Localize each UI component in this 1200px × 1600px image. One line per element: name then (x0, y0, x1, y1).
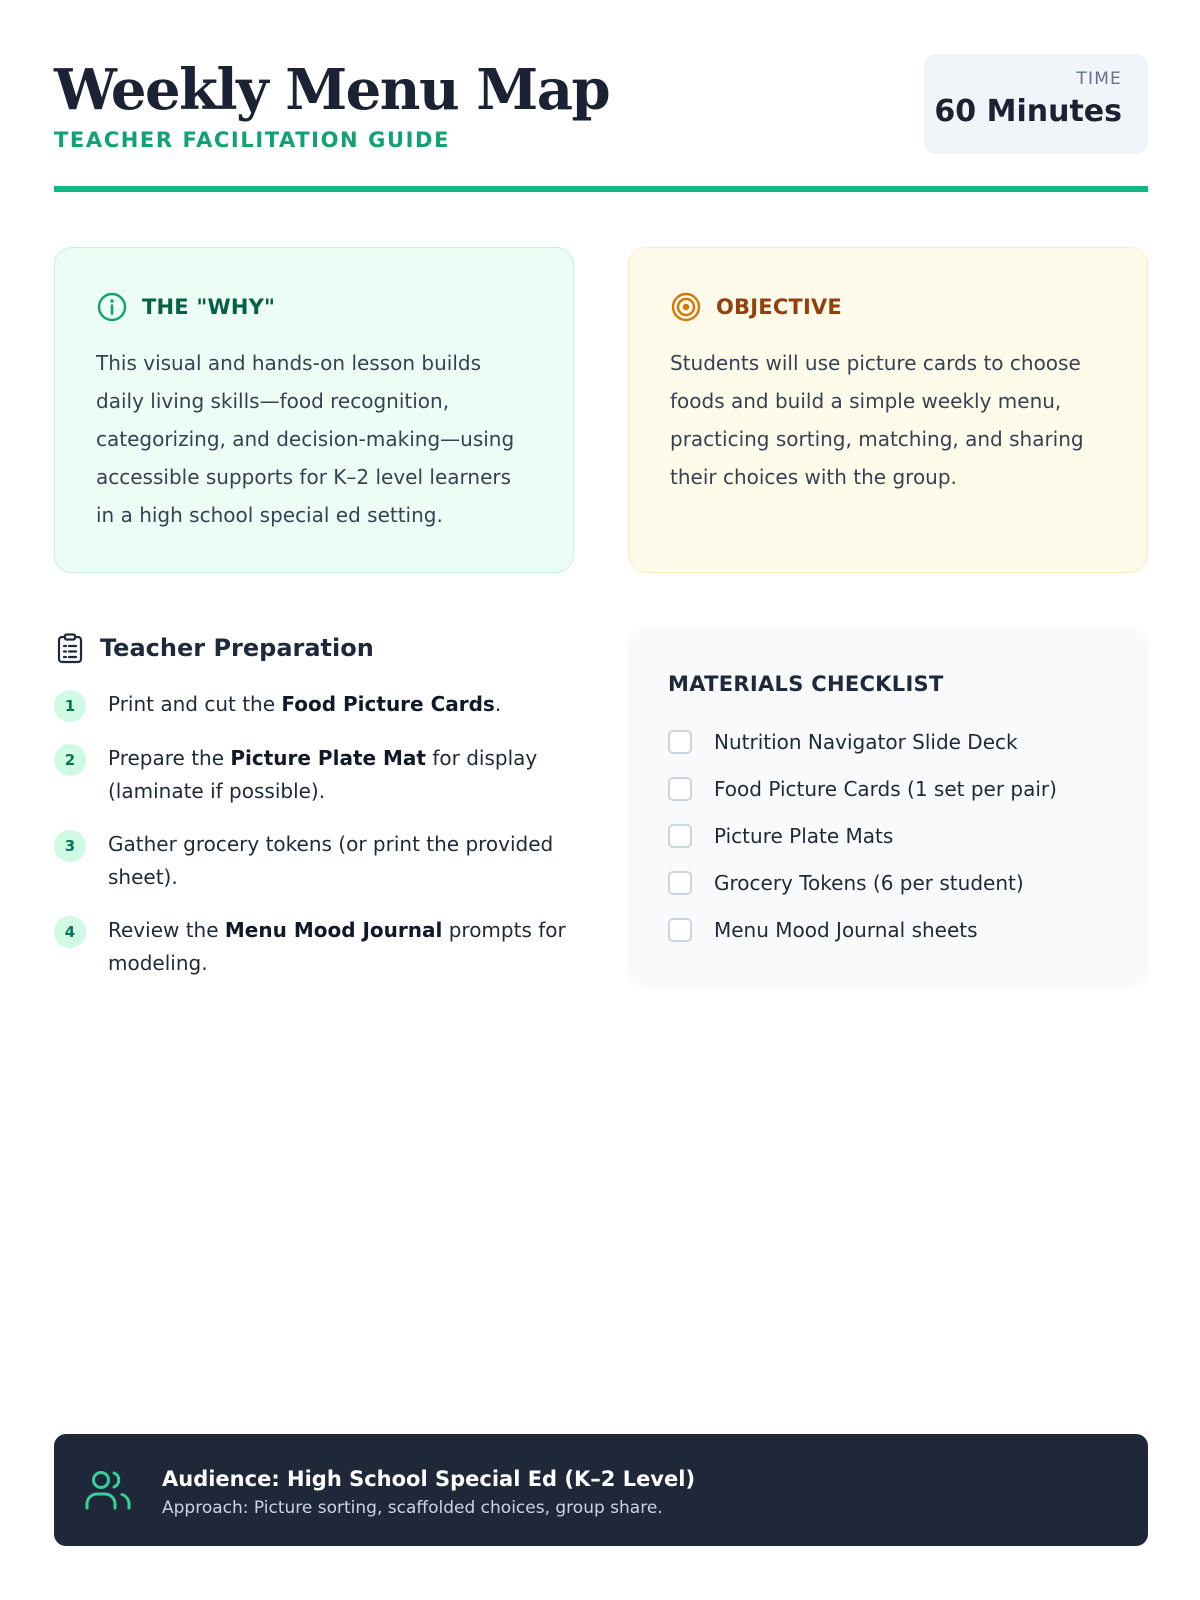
why-card-header (96, 290, 533, 324)
users-icon (82, 1466, 134, 1518)
header-divider (54, 186, 1148, 192)
prep-step (54, 914, 584, 980)
checklist-item (668, 906, 1108, 953)
step-number: 3 (54, 830, 86, 862)
page-title: Weekly Menu Map (54, 57, 610, 123)
step-number: 1 (54, 690, 86, 722)
step-text: Review the Menu Mood Journal prompts for modeling. (108, 918, 566, 975)
checklist-item-label: Menu Mood Journal sheets (714, 917, 978, 942)
objective-card-header (670, 290, 1107, 324)
checklist-item (668, 718, 1108, 765)
materials-heading: MATERIALS CHECKLIST (668, 672, 944, 696)
checklist-item-label: Picture Plate Mats (714, 823, 894, 848)
prep-step (54, 742, 584, 808)
materials-checklist-card (628, 628, 1148, 988)
objective-heading: OBJECTIVE (716, 295, 842, 319)
step-text: Gather grocery tokens (or print the provided sheet). (108, 832, 554, 889)
audience-text: Audience: High School Special Ed (K–2 Level) (162, 1467, 696, 1491)
why-body: This visual and hands-on lesson builds daily living skills—food recognition, categorizing, and decision-making—using accessible supports for K–2 level learners in a high school special ed setting. (96, 351, 515, 527)
objective-body: Students will use picture cards to choose foods and build a simple weekly menu, practicing sorting, matching, and sharing their choices with the group. (670, 351, 1084, 489)
step-number: 4 (54, 916, 86, 948)
objective-card (628, 247, 1148, 573)
info-circle-icon (96, 291, 128, 323)
checkbox[interactable] (668, 871, 692, 895)
footer-text (162, 1464, 695, 1522)
checklist-item (668, 765, 1108, 812)
checkbox[interactable] (668, 730, 692, 754)
prep-step (54, 828, 584, 894)
clipboard-icon (54, 632, 86, 664)
materials-list (668, 718, 1108, 953)
target-icon (670, 291, 702, 323)
prep-step (54, 688, 584, 722)
page-header (54, 54, 1148, 194)
approach-text: Approach: Picture sorting, scaffolded choices, group share. (162, 1498, 663, 1518)
page-subtitle: TEACHER FACILITATION GUIDE (54, 128, 451, 152)
prep-steps-list (54, 688, 584, 980)
why-card (54, 247, 574, 573)
step-text: Print and cut the Food Picture Cards. (108, 692, 502, 716)
prep-heading: Teacher Preparation (100, 634, 374, 662)
checklist-item-label: Grocery Tokens (6 per student) (714, 870, 1024, 895)
audience-footer (54, 1434, 1148, 1546)
teacher-preparation-section (54, 628, 584, 1000)
checklist-item (668, 859, 1108, 906)
why-heading: THE "WHY" (142, 295, 276, 319)
checkbox[interactable] (668, 824, 692, 848)
time-label: TIME (1076, 69, 1122, 89)
step-number: 2 (54, 744, 86, 776)
time-value: 60 Minutes (934, 94, 1122, 129)
step-text: Prepare the Picture Plate Mat for display (laminate if possible). (108, 746, 538, 803)
checklist-item-label: Nutrition Navigator Slide Deck (714, 729, 1018, 754)
time-badge (924, 54, 1148, 154)
checklist-item (668, 812, 1108, 859)
checklist-item-label: Food Picture Cards (1 set per pair) (714, 776, 1057, 801)
checkbox[interactable] (668, 777, 692, 801)
prep-header (54, 628, 584, 668)
checkbox[interactable] (668, 918, 692, 942)
